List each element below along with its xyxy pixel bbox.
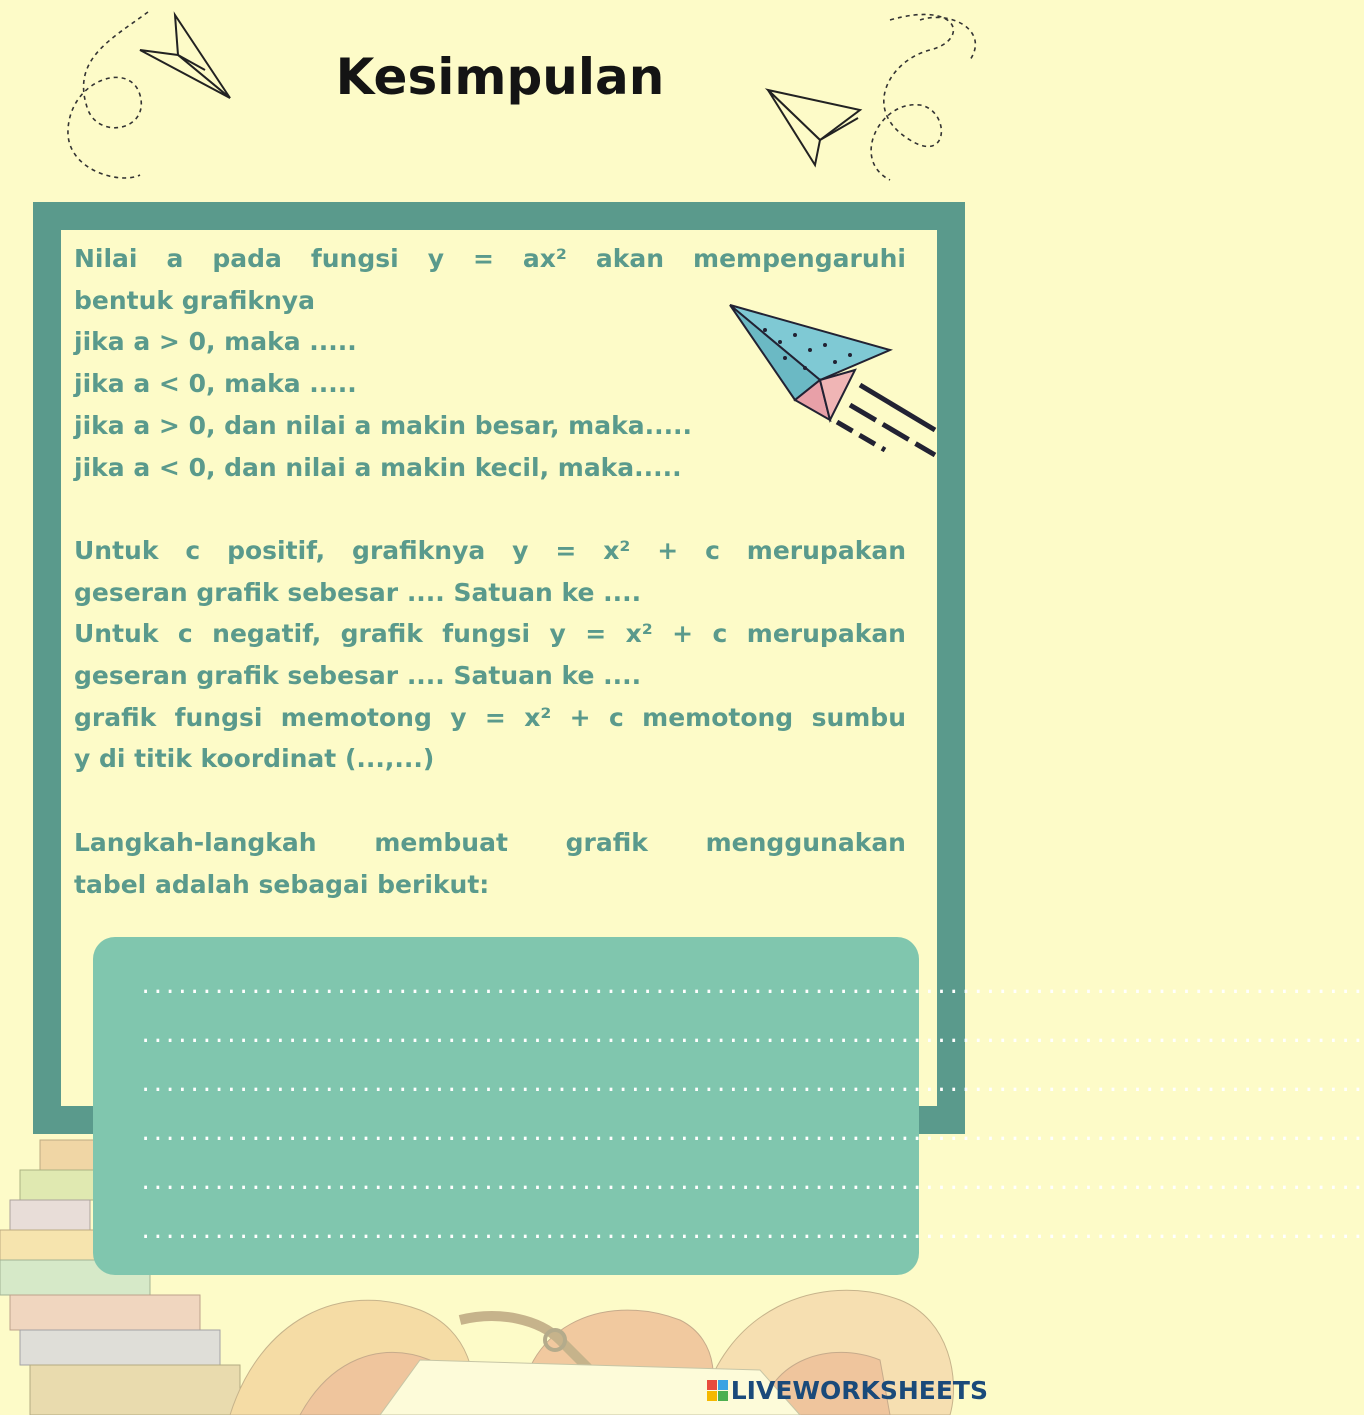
watermark-text: LIVEWORKSHEETS [730,1376,988,1405]
conclusion-text [74,238,906,905]
paragraph-gap [74,780,906,822]
text-line: bentuk grafiknya [74,285,315,315]
answer-box[interactable] [93,937,1364,1275]
liveworksheets-mark-icon [707,1380,728,1401]
text-line: Langkah-langkah membuat grafik menggunakan [74,827,906,857]
page-title: Kesimpulan [335,48,665,106]
liveworksheets-logo [707,1376,988,1405]
text-line: geseran grafik sebesar .... Satuan ke .... [74,661,642,691]
answer-line-3[interactable]: .................................................................................................... [139,1072,1364,1097]
text-line: jika a < 0, maka ..... [74,369,357,399]
text-line: geseran grafik sebesar .... Satuan ke .... [74,577,642,607]
text-line: y di titik koordinat (...,...) [74,744,435,774]
paragraph-gap [74,488,906,530]
text-line: Nilai a pada fungsi y = ax² akan mempengaruhi [74,244,906,273]
text-line: jika a > 0, maka ..... [74,327,357,357]
answer-line-6[interactable]: .................................................................................................... [139,1219,1364,1244]
text-line: jika a < 0, dan nilai a makin kecil, maka..... [74,452,682,482]
answer-line-1[interactable]: .................................................................................................... [139,974,1364,999]
text-line: tabel adalah sebagai berikut: [74,869,490,899]
answer-line-2[interactable]: .................................................................................................... [139,1023,1364,1048]
answer-line-5[interactable]: .................................................................................................... [139,1170,1364,1195]
answer-line-4[interactable]: .................................................................................................... [139,1121,1364,1146]
text-line: grafik fungsi memotong y = x² + c memotong sumbu [74,702,906,732]
text-line: jika a > 0, dan nilai a makin besar, maka..... [74,410,693,440]
text-line: Untuk c positif, grafiknya y = x² + c merupakan [74,535,906,565]
text-line: Untuk c negatif, grafik fungsi y = x² + c merupakan [74,619,906,649]
